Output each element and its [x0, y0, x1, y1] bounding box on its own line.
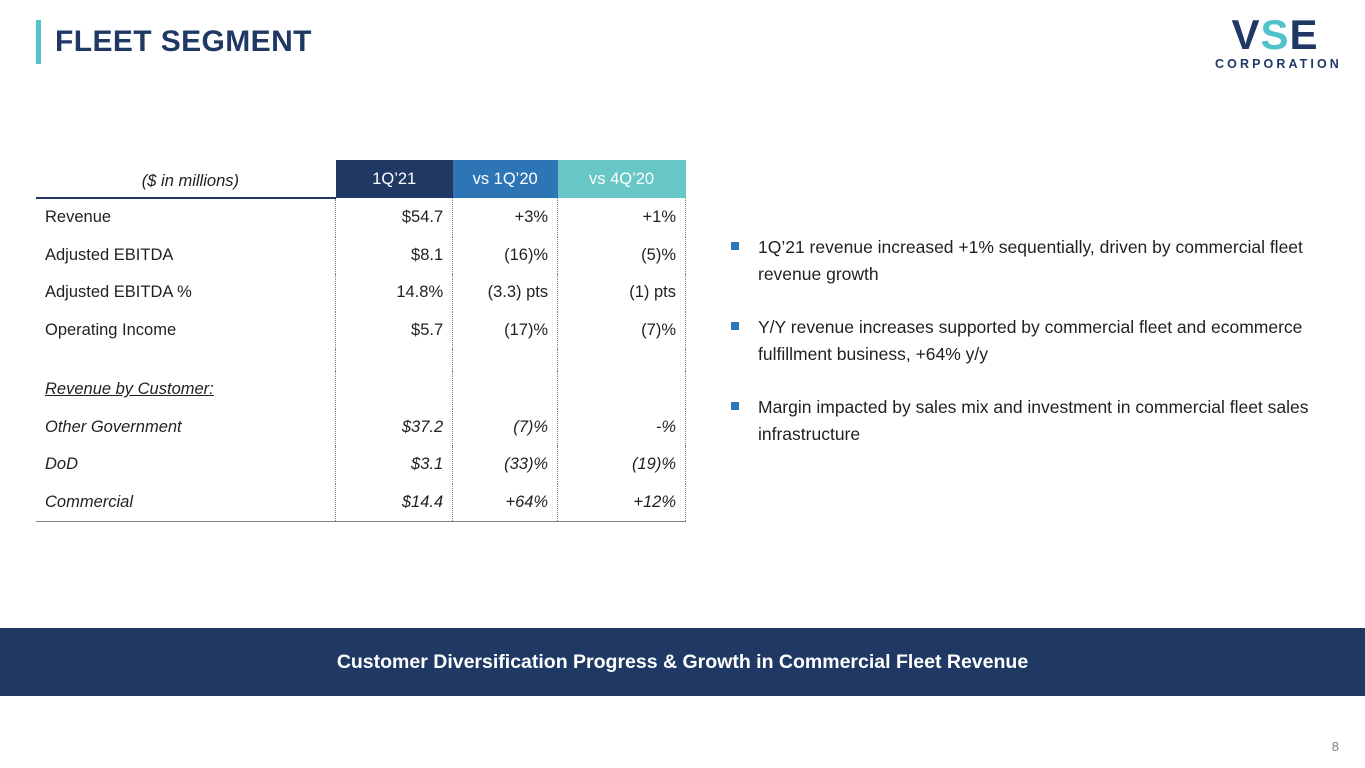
list-item: [731, 234, 1321, 288]
row-value-1: [336, 371, 453, 409]
row-value-2: (33)%: [453, 446, 558, 484]
column-header-1: 1Q’21: [336, 160, 453, 198]
table-row: [36, 198, 686, 237]
row-value-3: (1) pts: [558, 274, 686, 312]
row-value-2: (16)%: [453, 237, 558, 275]
list-item: [731, 394, 1321, 448]
bullet-square-icon: [731, 402, 739, 410]
row-value-1: $3.1: [336, 446, 453, 484]
row-value-2: (3.3) pts: [453, 274, 558, 312]
logo-letter-v: V: [1231, 11, 1261, 58]
title-accent-bar: [36, 20, 41, 64]
row-label: DoD: [45, 455, 79, 474]
spacer-cell: [36, 349, 336, 371]
row-value-2: (17)%: [453, 312, 558, 350]
spacer-cell: [453, 349, 558, 371]
highlights-list: [731, 234, 1321, 474]
units-label: ($ in millions): [36, 160, 336, 198]
row-value-2: (7)%: [453, 409, 558, 447]
bullet-square-icon: [731, 322, 739, 330]
table-row: [36, 312, 686, 350]
row-label: Adjusted EBITDA: [45, 245, 174, 264]
table-row: [36, 484, 686, 522]
table-row: [36, 409, 686, 447]
spacer-cell: [336, 349, 453, 371]
vse-logo: [1215, 11, 1342, 71]
bullet-square-icon: [731, 242, 739, 250]
financial-table: [36, 160, 686, 522]
row-value-1: $8.1: [336, 237, 453, 275]
table-row: [36, 237, 686, 275]
row-value-1: $14.4: [336, 484, 453, 522]
list-item-text: Y/Y revenue increases supported by commercial fleet and ecommerce fulfillment business, +64% y/y: [758, 317, 1303, 364]
logo-letter-s: S: [1260, 11, 1290, 58]
row-value-3: (7)%: [558, 312, 686, 350]
table-row: [36, 274, 686, 312]
row-value-1: 14.8%: [336, 274, 453, 312]
list-item-text: 1Q’21 revenue increased +1% sequentially, driven by commercial fleet revenue growth: [758, 237, 1303, 284]
row-value-3: +1%: [558, 198, 686, 237]
row-value-3: [558, 371, 686, 409]
row-value-3: (5)%: [558, 237, 686, 275]
row-value-3: -%: [558, 409, 686, 447]
row-value-2: [453, 371, 558, 409]
list-item-text: Margin impacted by sales mix and investment in commercial fleet sales infrastructure: [758, 397, 1309, 444]
logo-wordmark: CORPORATION: [1215, 57, 1342, 71]
footer-banner: [0, 628, 1365, 696]
row-value-1: $54.7: [336, 198, 453, 237]
column-header-2: vs 1Q’20: [453, 160, 558, 198]
row-label: Revenue: [45, 208, 112, 227]
table-header-row: [36, 160, 686, 198]
row-value-1: $37.2: [336, 409, 453, 447]
table-row: [36, 446, 686, 484]
footer-banner-text: Customer Diversification Progress & Growth in Commercial Fleet Revenue: [336, 650, 1029, 673]
list-item: [731, 314, 1321, 368]
spacer-cell: [558, 349, 686, 371]
table-spacer-row: [36, 349, 686, 371]
row-label: Commercial: [36, 484, 336, 522]
row-value-1: $5.7: [336, 312, 453, 350]
slide-title-text: FLEET SEGMENT: [55, 25, 312, 58]
row-label: Other Government: [45, 417, 182, 436]
row-value-3: (19)%: [558, 446, 686, 484]
row-value-3: +12%: [558, 484, 686, 522]
logo-letters: [1215, 11, 1335, 58]
column-header-3: vs 4Q’20: [558, 160, 686, 198]
row-label: Operating Income: [45, 320, 177, 339]
page-number: 8: [1331, 739, 1339, 754]
row-value-2: +64%: [453, 484, 558, 522]
row-value-2: +3%: [453, 198, 558, 237]
logo-letter-e: E: [1289, 11, 1319, 58]
table-subheader-row: [36, 371, 686, 409]
row-label: Revenue by Customer:: [45, 380, 214, 399]
page-title: [36, 20, 312, 64]
row-label: Adjusted EBITDA %: [45, 283, 192, 302]
